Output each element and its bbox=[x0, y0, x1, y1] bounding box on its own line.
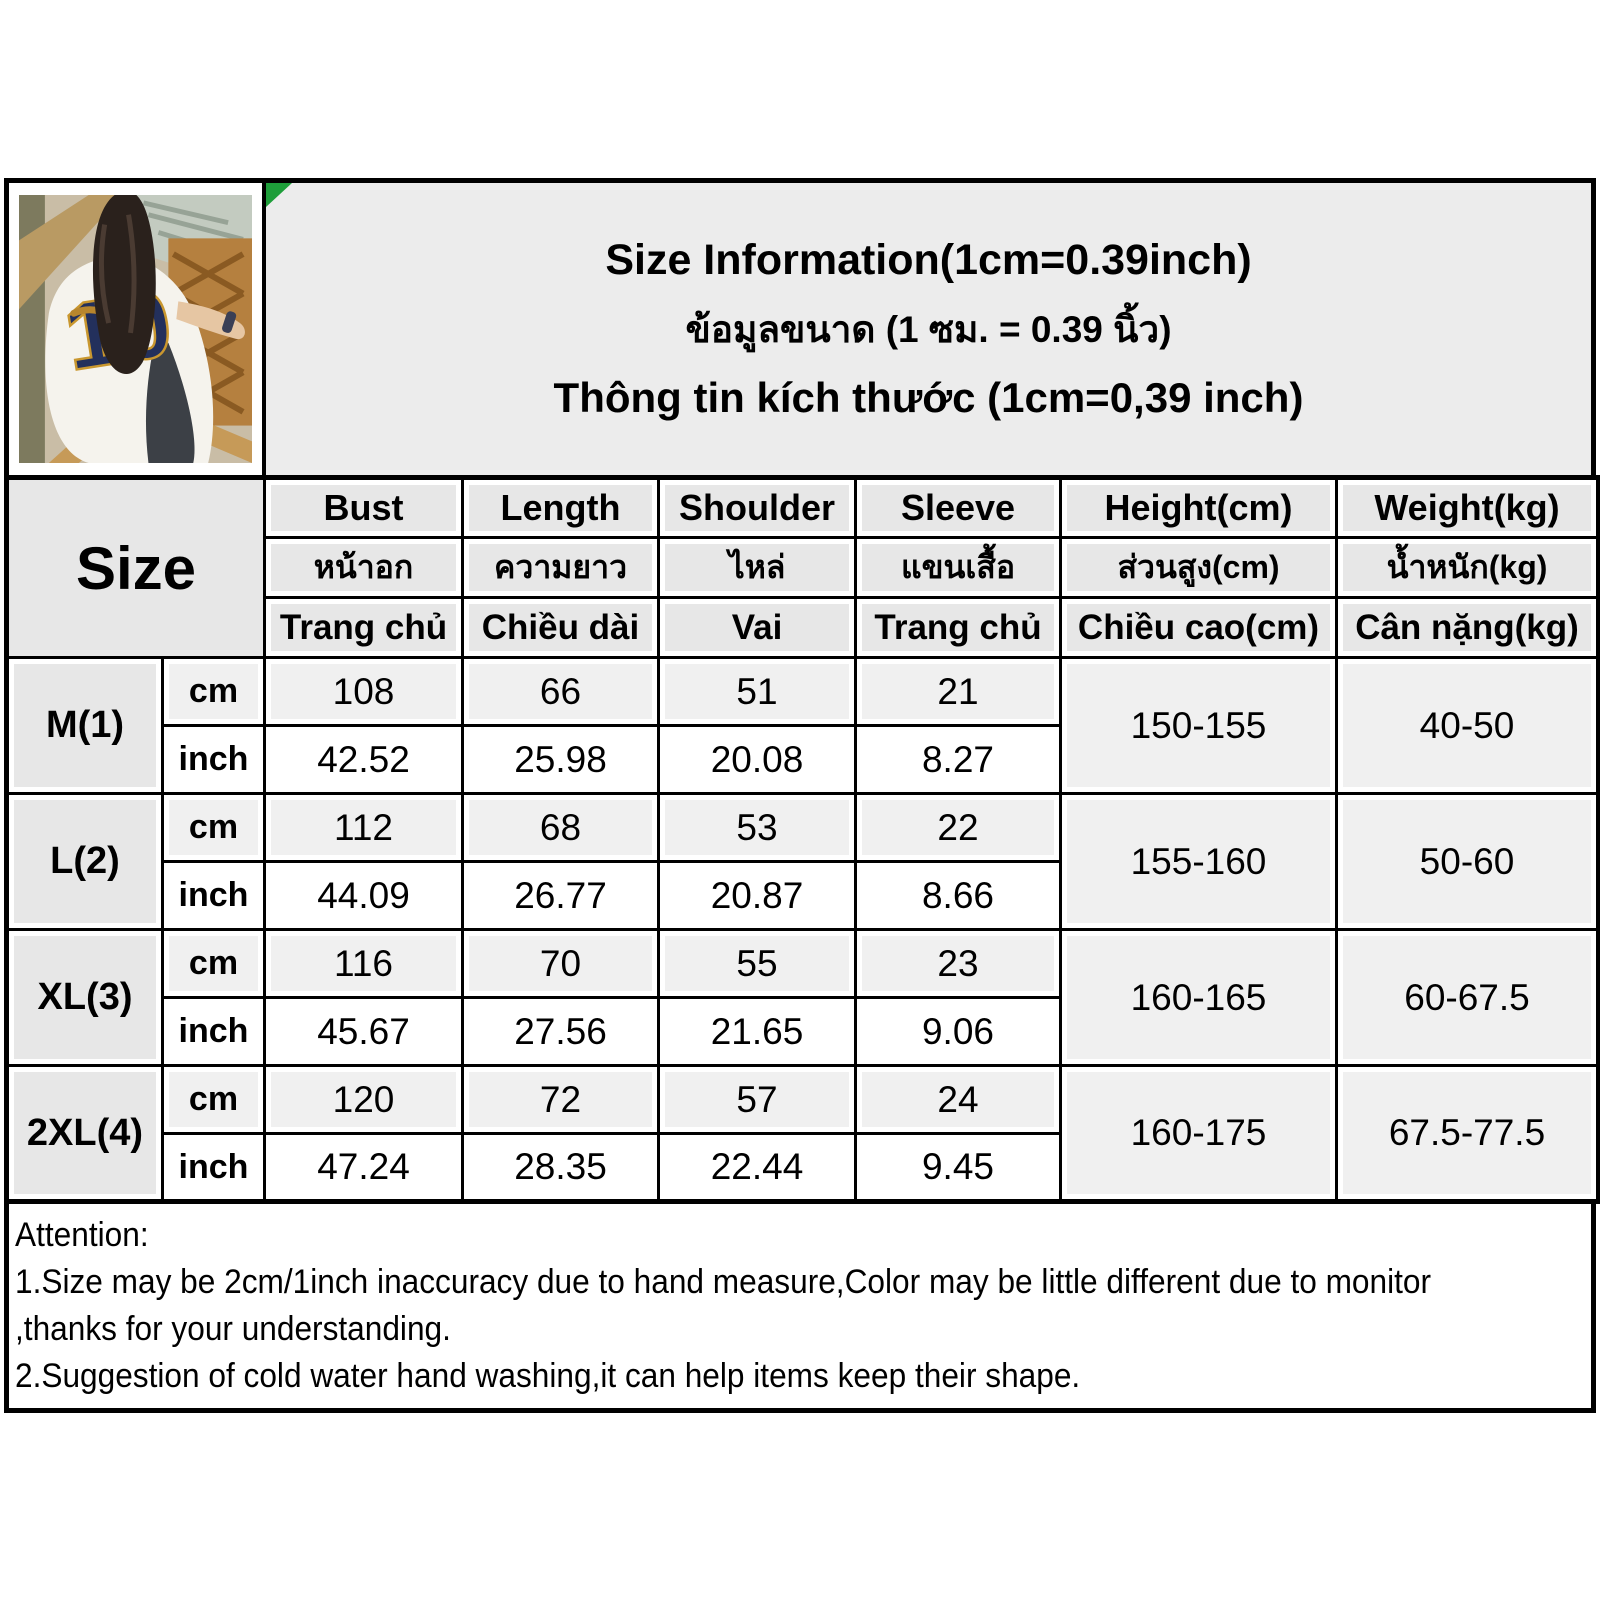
row-2xl-cm bbox=[7, 1066, 1599, 1134]
value-cell: 72 bbox=[463, 1066, 659, 1134]
header-length-vi: Chiều dài bbox=[463, 598, 659, 658]
weight-cell: 40-50 bbox=[1337, 658, 1599, 794]
value-cell: 120 bbox=[265, 1066, 463, 1134]
header-band bbox=[4, 178, 1596, 478]
value-cell: 27.56 bbox=[463, 998, 659, 1066]
value-cell: 23 bbox=[856, 930, 1061, 998]
value-cell: 8.66 bbox=[856, 862, 1061, 930]
header-length-en: Length bbox=[463, 478, 659, 538]
header-sleeve-th: แขนเสื้อ bbox=[856, 538, 1061, 598]
height-cell: 160-175 bbox=[1061, 1066, 1337, 1202]
value-cell: 57 bbox=[659, 1066, 856, 1134]
value-cell: 44.09 bbox=[265, 862, 463, 930]
row-m-cm bbox=[7, 658, 1599, 726]
value-cell: 9.45 bbox=[856, 1134, 1061, 1202]
header-height-en: Height(cm) bbox=[1061, 478, 1337, 538]
value-cell: 112 bbox=[265, 794, 463, 862]
size-corner-cell: Size bbox=[7, 478, 265, 658]
value-cell: 24 bbox=[856, 1066, 1061, 1134]
value-cell: 42.52 bbox=[265, 726, 463, 794]
unit-cell: cm bbox=[163, 794, 265, 862]
value-cell: 51 bbox=[659, 658, 856, 726]
weight-cell: 60-67.5 bbox=[1337, 930, 1599, 1066]
value-cell: 28.35 bbox=[463, 1134, 659, 1202]
header-sleeve-vi: Trang chủ bbox=[856, 598, 1061, 658]
header-weight-th: น้ำหนัก(kg) bbox=[1337, 538, 1599, 598]
value-cell: 20.08 bbox=[659, 726, 856, 794]
row-xl-cm bbox=[7, 930, 1599, 998]
header-bust-en: Bust bbox=[265, 478, 463, 538]
header-bust-vi: Trang chủ bbox=[265, 598, 463, 658]
value-cell: 53 bbox=[659, 794, 856, 862]
size-cell: L(2) bbox=[7, 794, 163, 930]
weight-cell: 67.5-77.5 bbox=[1337, 1066, 1599, 1202]
header-height-vi: Chiều cao(cm) bbox=[1061, 598, 1337, 658]
sheet-content bbox=[4, 178, 1596, 1413]
title-vietnamese: Thông tin kích thước (1cm=0,39 inch) bbox=[553, 374, 1304, 421]
size-cell: XL(3) bbox=[7, 930, 163, 1066]
attention-box bbox=[4, 1201, 1596, 1413]
unit-cell: cm bbox=[163, 658, 265, 726]
attention-note: 1.Size may be 2cm/1inch inaccuracy due to hand measure,Color may be little different due to monitor bbox=[15, 1263, 1432, 1301]
value-cell: 55 bbox=[659, 930, 856, 998]
header-shoulder-en: Shoulder bbox=[659, 478, 856, 538]
value-cell: 21.65 bbox=[659, 998, 856, 1066]
unit-cell: inch bbox=[163, 1134, 265, 1202]
header-bust-th: หน้าอก bbox=[265, 538, 463, 598]
title-english: Size Information(1cm=0.39inch) bbox=[605, 236, 1252, 284]
row-l-cm bbox=[7, 794, 1599, 862]
header-row-english bbox=[7, 478, 1599, 538]
value-cell: 108 bbox=[265, 658, 463, 726]
value-cell: 8.27 bbox=[856, 726, 1061, 794]
value-cell: 45.67 bbox=[265, 998, 463, 1066]
green-corner-marker bbox=[266, 183, 292, 207]
height-cell: 155-160 bbox=[1061, 794, 1337, 930]
title-thai: ข้อมูลขนาด (1 ซม. = 0.39 นิ้ว) bbox=[685, 309, 1172, 350]
value-cell: 20.87 bbox=[659, 862, 856, 930]
header-height-th: ส่วนสูง(cm) bbox=[1061, 538, 1337, 598]
attention-heading: Attention: bbox=[15, 1216, 149, 1254]
weight-cell: 50-60 bbox=[1337, 794, 1599, 930]
model-photo bbox=[19, 195, 252, 463]
size-cell: M(1) bbox=[7, 658, 163, 794]
value-cell: 9.06 bbox=[856, 998, 1061, 1066]
height-cell: 160-165 bbox=[1061, 930, 1337, 1066]
attention-note: 2.Suggestion of cold water hand washing,it can help items keep their shape. bbox=[15, 1357, 1081, 1395]
value-cell: 22.44 bbox=[659, 1134, 856, 1202]
attention-note: ,thanks for your understanding. bbox=[15, 1310, 451, 1348]
size-table bbox=[4, 475, 1600, 1204]
unit-cell: inch bbox=[163, 726, 265, 794]
unit-cell: inch bbox=[163, 998, 265, 1066]
value-cell: 26.77 bbox=[463, 862, 659, 930]
header-shoulder-th: ไหล่ bbox=[659, 538, 856, 598]
unit-cell: inch bbox=[163, 862, 265, 930]
height-cell: 150-155 bbox=[1061, 658, 1337, 794]
value-cell: 66 bbox=[463, 658, 659, 726]
header-sleeve-en: Sleeve bbox=[856, 478, 1061, 538]
value-cell: 25.98 bbox=[463, 726, 659, 794]
value-cell: 21 bbox=[856, 658, 1061, 726]
header-weight-vi: Cân nặng(kg) bbox=[1337, 598, 1599, 658]
header-shoulder-vi: Vai bbox=[659, 598, 856, 658]
value-cell: 47.24 bbox=[265, 1134, 463, 1202]
header-weight-en: Weight(kg) bbox=[1337, 478, 1599, 538]
value-cell: 116 bbox=[265, 930, 463, 998]
unit-cell: cm bbox=[163, 1066, 265, 1134]
value-cell: 68 bbox=[463, 794, 659, 862]
unit-cell: cm bbox=[163, 930, 265, 998]
product-photo-cell bbox=[9, 183, 266, 475]
title-block bbox=[266, 183, 1591, 475]
value-cell: 70 bbox=[463, 930, 659, 998]
size-cell: 2XL(4) bbox=[7, 1066, 163, 1202]
header-length-th: ความยาว bbox=[463, 538, 659, 598]
value-cell: 22 bbox=[856, 794, 1061, 862]
